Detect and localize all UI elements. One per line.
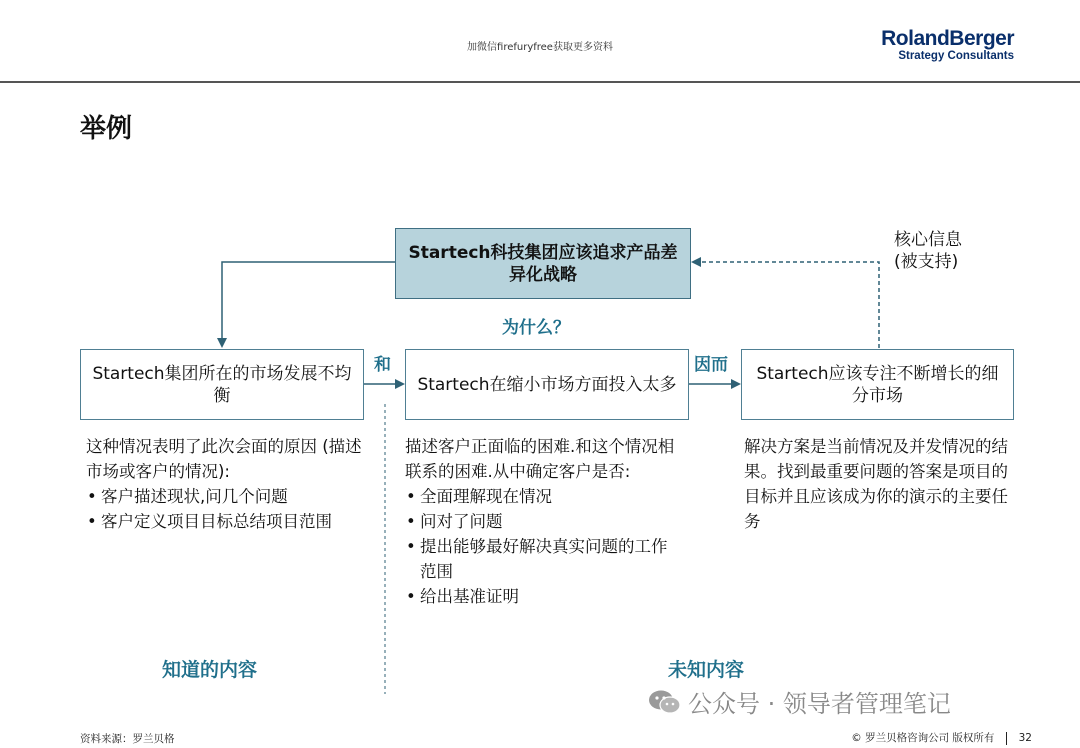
complication-box	[405, 349, 689, 420]
copyright-footer	[851, 730, 1032, 745]
logo-tagline: Strategy Consultants	[898, 50, 1014, 62]
list-item: • 客户定义项目目标总结项目范围	[87, 512, 332, 531]
logo-wordmark: RolandBerger	[881, 27, 1014, 50]
list-item: • 提出能够最好解决真实问题的工作范围	[406, 537, 668, 581]
arrow-right-to-main	[693, 262, 879, 348]
watermark-text: 公众号 · 领导者管理笔记	[688, 690, 951, 718]
known-content-label: 知道的内容	[162, 659, 258, 681]
main-message-box	[395, 228, 691, 299]
core-message-line1: 核心信息	[894, 230, 962, 250]
core-message-line2: (被支持)	[894, 252, 959, 272]
slide-title: 举例	[80, 114, 133, 144]
why-label: 为什么？	[502, 318, 570, 338]
resolution-intro: 解决方案是当前情况及并发情况的结果。找到最重要问题的答案是项目的目标并且应该成为你的演示的主要任务	[744, 437, 1008, 531]
list-item: • 客户描述现状,问几个问题	[87, 487, 288, 506]
list-item: • 全面理解现在情况	[406, 487, 552, 506]
therefore-connector-label: 因而	[694, 355, 728, 375]
situation-description	[86, 434, 366, 534]
list-item: • 问对了问题	[406, 512, 503, 531]
complication-description	[405, 434, 675, 609]
watermark	[648, 684, 951, 719]
header-note: 加微信firefuryfree获取更多资料	[467, 42, 613, 53]
main-message-text: Startech科技集团应该追求产品差异化战略	[408, 242, 678, 285]
unknown-content-label: 未知内容	[668, 659, 745, 681]
complication-intro: 描述客户正面临的困难.和这个情况相联系的困难.从中确定客户是否:	[405, 437, 675, 481]
footer-separator	[1006, 732, 1008, 745]
resolution-box	[741, 349, 1014, 420]
resolution-description	[744, 434, 1020, 534]
and-connector-label: 和	[374, 355, 391, 375]
copyright-text: © 罗兰贝格咨询公司 版权所有	[851, 732, 995, 744]
situation-box	[80, 349, 364, 420]
core-message-label	[894, 229, 962, 273]
list-item: • 给出基准证明	[406, 587, 519, 606]
arrow-main-to-left	[222, 262, 395, 346]
wechat-icon	[648, 689, 682, 715]
situation-text: Startech集团所在的市场发展不均衡	[92, 363, 352, 406]
situation-intro: 这种情况表明了此次会面的原因 (描述市场或客户的情况):	[86, 437, 362, 481]
resolution-text: Startech应该专注不断增长的细分市场	[756, 363, 999, 406]
page-number: 32	[1018, 732, 1032, 744]
complication-text: Startech在缩小市场方面投入太多	[417, 374, 677, 395]
source-note: 资料来源：罗兰贝格	[80, 733, 175, 745]
